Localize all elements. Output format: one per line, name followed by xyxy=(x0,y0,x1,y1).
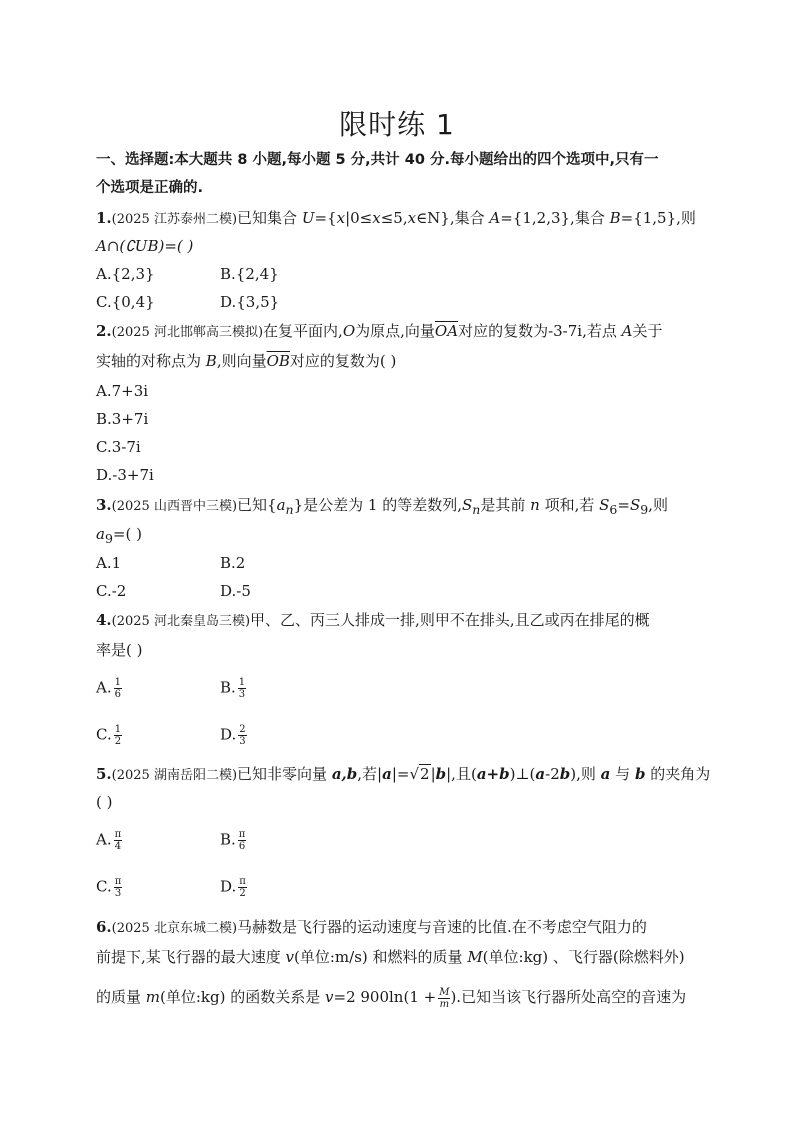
q3-option-b[interactable]: B.2 xyxy=(220,554,246,572)
text: ,则向量 xyxy=(216,352,267,370)
text: 在复平面内, xyxy=(263,322,343,340)
question-source: (2025 湖南岳阳二模) xyxy=(111,768,238,783)
q5-option-a[interactable] xyxy=(96,829,122,852)
numerator: 1 xyxy=(114,724,122,735)
question-source: (2025 北京东城二模) xyxy=(111,921,238,936)
text: 已知集合 xyxy=(237,209,302,227)
denominator: 6 xyxy=(238,841,246,852)
question-4-stem-line-2: 率是( ) xyxy=(96,641,143,659)
q2-option-b[interactable]: B.3+7i xyxy=(96,410,149,428)
text: 已知{ xyxy=(237,496,277,514)
var: m xyxy=(145,988,161,1006)
option-label: D. xyxy=(220,877,237,896)
q5-option-c[interactable] xyxy=(96,876,122,899)
vector: b xyxy=(435,765,447,783)
text: 项和,若 xyxy=(539,496,600,514)
q2-option-a[interactable]: A.7+3i xyxy=(96,382,149,400)
q3-option-c[interactable]: C.-2 xyxy=(96,582,127,600)
denominator: 6 xyxy=(114,689,121,700)
var: A xyxy=(621,322,633,340)
text: = xyxy=(617,496,630,514)
text: (单位:kg) 的函数关系是 xyxy=(160,988,326,1006)
denominator: 3 xyxy=(239,736,246,747)
fraction xyxy=(238,724,246,747)
text: =2 900ln(1 + xyxy=(333,988,437,1006)
q4-option-a[interactable] xyxy=(96,677,122,700)
vector: b xyxy=(559,765,571,783)
text: 实轴的对称点为 xyxy=(96,352,206,370)
section-header-line-2: 个选项是正确的. xyxy=(96,180,204,196)
denominator: 4 xyxy=(114,841,122,852)
var: A xyxy=(489,209,501,227)
question-source: (2025 河北秦皇岛三模) xyxy=(111,614,251,629)
subscript: 9 xyxy=(104,531,113,546)
vector: a xyxy=(600,765,611,783)
numerator: 1 xyxy=(238,677,246,688)
numerator: 1 xyxy=(114,677,121,688)
option-label: B. xyxy=(220,830,236,849)
question-4-stem xyxy=(96,610,702,632)
text: 是其前 xyxy=(480,496,531,514)
denominator: 3 xyxy=(114,888,122,899)
numerator: M xyxy=(439,986,450,998)
text: 关于 xyxy=(632,322,663,340)
question-2-stem-line-2 xyxy=(96,351,702,371)
question-number: 3. xyxy=(96,496,112,514)
text: }是公差为 1 的等差数列, xyxy=(293,496,463,514)
option-label: A. xyxy=(96,830,112,849)
vector: b xyxy=(634,765,646,783)
text: | xyxy=(430,765,436,783)
subscript: n xyxy=(285,502,294,517)
question-5-stem-line-2: ( ) xyxy=(96,793,113,811)
question-number: 2. xyxy=(96,322,112,340)
q1-option-b[interactable]: B.{2,4} xyxy=(220,265,279,283)
text: |,且( xyxy=(446,765,477,783)
text: ,则 xyxy=(648,496,668,514)
fraction xyxy=(114,677,122,700)
fraction xyxy=(438,987,450,1010)
var: S xyxy=(462,496,473,514)
q5-option-b[interactable] xyxy=(220,829,246,852)
var: n xyxy=(530,496,540,514)
q4-option-b[interactable] xyxy=(220,677,246,700)
question-number: 5. xyxy=(96,765,112,783)
text: =( ) xyxy=(112,525,142,543)
fraction xyxy=(114,876,123,899)
question-source: (2025 江苏泰州二模) xyxy=(111,212,238,227)
text: ={ xyxy=(314,209,337,227)
var: S xyxy=(629,496,641,514)
text: |0≤ xyxy=(345,209,373,227)
numerator: π xyxy=(239,876,246,887)
q4-option-d[interactable] xyxy=(220,724,247,747)
var: a xyxy=(276,496,286,514)
q4-option-c[interactable] xyxy=(96,724,122,747)
text: 前提下,某飞行器的最大速度 xyxy=(96,948,286,966)
var: x xyxy=(336,209,346,227)
page-title: 限时练 1 xyxy=(339,108,455,141)
vector: a,b xyxy=(331,765,358,783)
var: x xyxy=(407,209,417,227)
denominator: m xyxy=(439,998,450,1010)
text: 为原点,向量 xyxy=(355,322,435,340)
option-label: B. xyxy=(220,678,236,697)
sqrt-argument: 2 xyxy=(420,765,430,783)
text: ),则 xyxy=(570,765,601,783)
vector-ob: $\overline{OB}$ xyxy=(266,352,290,370)
vector: a xyxy=(535,765,546,783)
vector-oa: $\overline{OA}$ xyxy=(434,322,459,340)
question-2-stem xyxy=(96,321,702,343)
text: ≤5, xyxy=(380,209,408,227)
vector: a+b xyxy=(476,765,510,783)
question-6-stem-line-2 xyxy=(96,947,702,967)
fraction xyxy=(114,724,122,747)
var: S xyxy=(599,496,610,514)
question-source: (2025 山西晋中三模) xyxy=(111,499,238,514)
var: a xyxy=(96,525,105,543)
text: 甲、乙、丙三人排成一排,则甲不在排头,且乙或丙在排尾的概 xyxy=(250,611,650,629)
text: ={1,2,3},集合 xyxy=(500,209,610,227)
fraction xyxy=(238,876,247,899)
subscript: 6 xyxy=(609,502,618,517)
text: ,若| xyxy=(357,765,383,783)
numerator: π xyxy=(238,829,246,840)
q3-option-a[interactable]: A.1 xyxy=(96,554,122,572)
denominator: 2 xyxy=(114,736,122,747)
denominator: 2 xyxy=(239,888,246,899)
fraction xyxy=(238,829,247,852)
numerator: π xyxy=(114,829,122,840)
question-number: 1. xyxy=(96,209,112,227)
q5-option-d[interactable] xyxy=(220,876,247,899)
question-3-stem-line-2 xyxy=(96,524,702,549)
q3-option-d[interactable]: D.-5 xyxy=(220,582,251,600)
var: U xyxy=(301,209,315,227)
q2-option-c[interactable]: C.3-7i xyxy=(96,438,141,456)
sqrt-sign: √ xyxy=(409,765,420,783)
vector: a xyxy=(382,765,392,783)
numerator: 2 xyxy=(239,724,246,735)
q1-option-d[interactable]: D.{3,5} xyxy=(220,293,280,311)
question-source: (2025 河北邯郸高三模拟) xyxy=(111,325,264,340)
text: (单位:m/s) 和燃料的质量 xyxy=(294,948,468,966)
text: 的质量 xyxy=(96,988,146,1006)
fraction xyxy=(238,677,246,700)
var: M xyxy=(467,948,483,966)
question-5-stem xyxy=(96,764,711,786)
var: O xyxy=(342,322,356,340)
subscript: n xyxy=(472,502,481,517)
option-label: C. xyxy=(96,877,112,896)
var: x xyxy=(372,209,381,227)
text: 已知非零向量 xyxy=(237,765,332,783)
text: 的夹角为 xyxy=(645,765,711,783)
denominator: 3 xyxy=(238,689,246,700)
question-1-stem xyxy=(96,208,702,230)
text: ∈N},集合 xyxy=(416,209,490,227)
fraction xyxy=(114,829,123,852)
text: (单位:kg) 、飞行器(除燃料外) xyxy=(482,948,685,966)
text: ={1,5},则 xyxy=(620,209,696,227)
option-label: D. xyxy=(220,725,237,744)
option-label: A. xyxy=(96,678,112,697)
q1-option-a[interactable]: A.{2,3} xyxy=(96,265,155,283)
var: B xyxy=(205,352,217,370)
text: |= xyxy=(391,765,410,783)
text: 与 xyxy=(610,765,635,783)
text: )⊥( xyxy=(509,765,536,783)
text: -2 xyxy=(545,765,560,783)
text: 马赫数是飞行器的运动速度与音速的比值.在不考虑空气阻力的 xyxy=(237,918,647,936)
question-6-stem-line-3 xyxy=(96,984,702,1010)
question-number: 6. xyxy=(96,918,112,936)
var: v xyxy=(325,988,334,1006)
subscript: 9 xyxy=(640,502,649,517)
question-6-stem xyxy=(96,917,702,939)
question-1-stem-line-2: A∩(∁UB)=( ) xyxy=(96,237,194,255)
text: 对应的复数为-3-7i,若点 xyxy=(458,322,622,340)
var: B xyxy=(609,209,621,227)
q1-option-c[interactable]: C.{0,4} xyxy=(96,293,155,311)
var: v xyxy=(285,948,295,966)
text: ).已知当该飞行器所处高空的音速为 xyxy=(450,988,687,1006)
option-label: C. xyxy=(96,725,112,744)
q2-option-d[interactable]: D.-3+7i xyxy=(96,466,154,484)
text: 对应的复数为( ) xyxy=(289,352,397,370)
section-header-line-1: 一、选择题:本大题共 8 小题,每小题 5 分,共计 40 分.每小题给出的四个选项中,只有一 xyxy=(96,152,659,168)
numerator: π xyxy=(114,876,122,887)
question-number: 4. xyxy=(96,611,112,629)
question-3-stem xyxy=(96,495,702,520)
